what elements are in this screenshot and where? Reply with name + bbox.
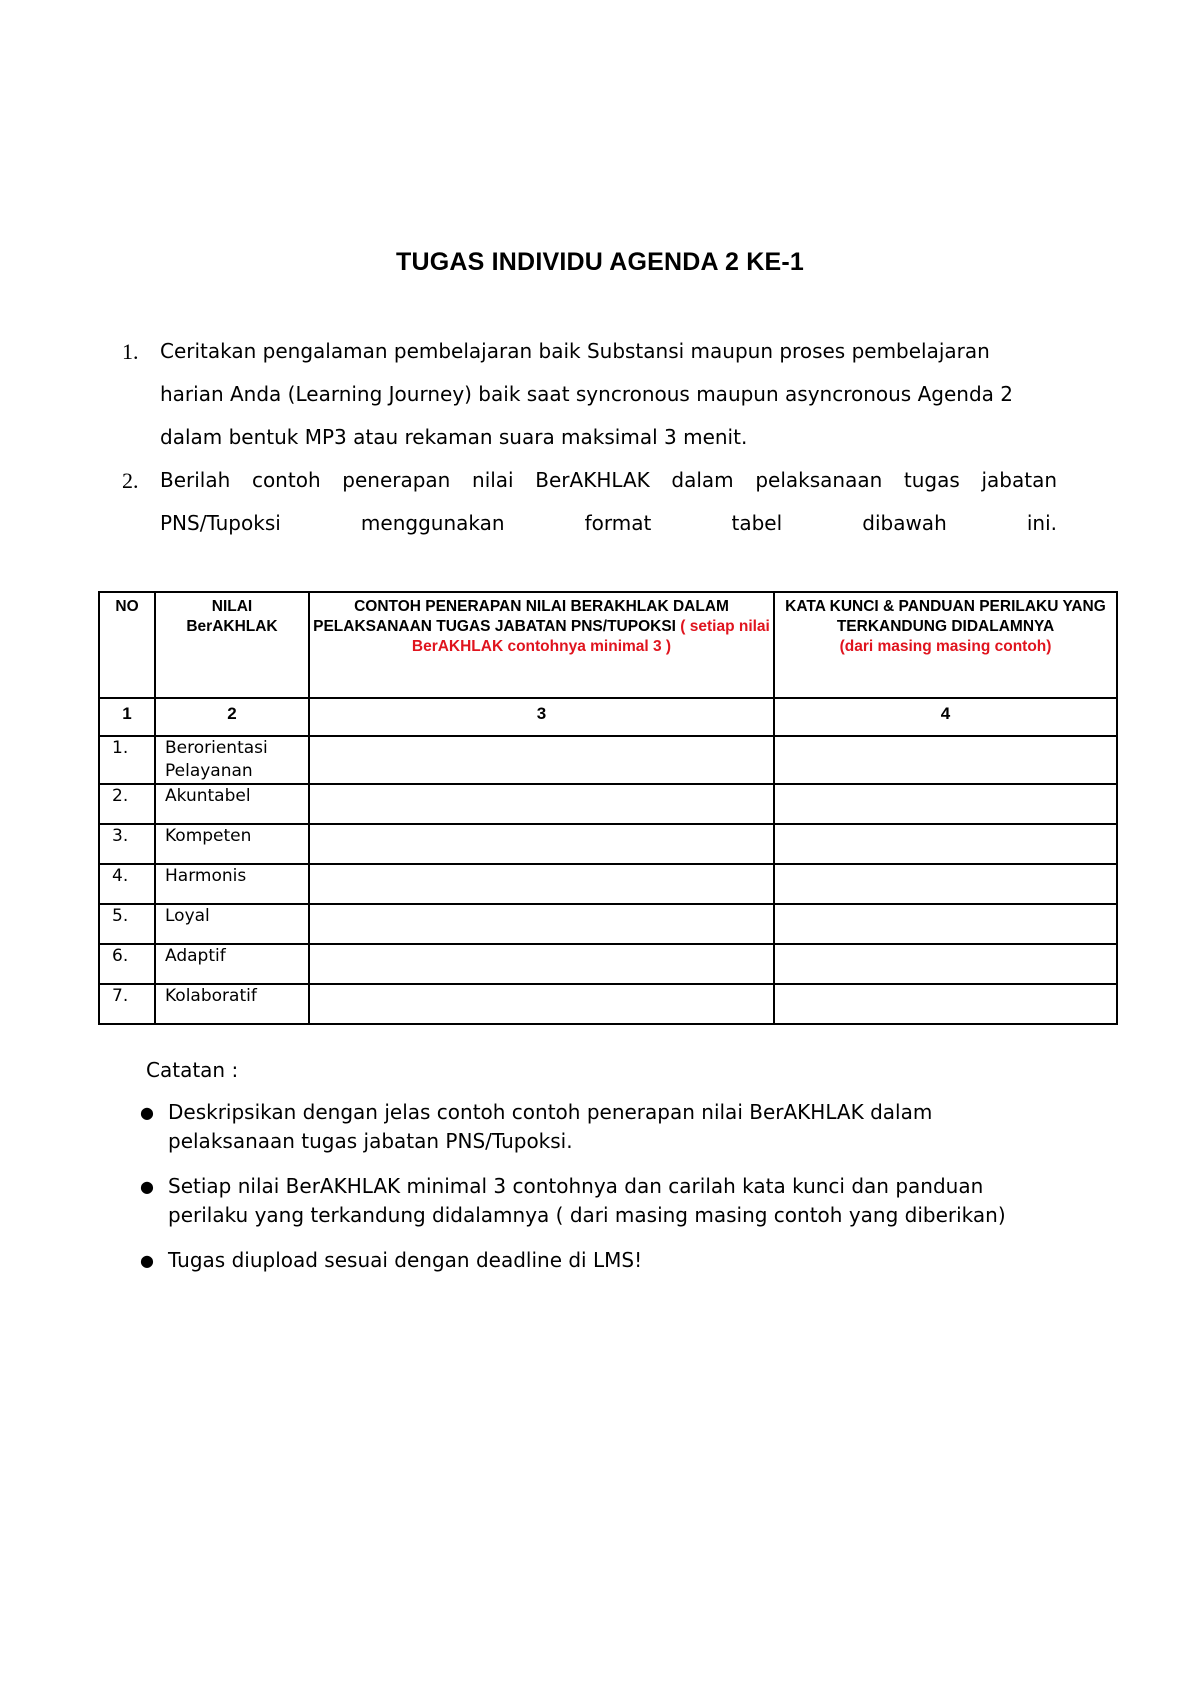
bullet-icon: ●	[140, 1103, 154, 1122]
row-contoh-cell	[309, 944, 774, 984]
header-no: NO	[99, 592, 155, 698]
header-nilai-line1: NILAI	[211, 598, 253, 615]
table-row	[99, 984, 1117, 1024]
row-kata-kunci-cell	[774, 736, 1117, 784]
row-contoh-cell	[309, 984, 774, 1024]
question-text: Berilah contoh penerapan nilai BerAKHLAK dalam pelaksanaan tugas jabatan PNS/Tupoksi menggunakan format tabel dibawah ini.	[160, 468, 1057, 535]
index-cell: 2	[155, 698, 309, 736]
row-number: 5.	[99, 904, 155, 944]
header-nilai	[155, 592, 309, 698]
row-nilai: Akuntabel	[155, 784, 309, 824]
row-kata-kunci-cell	[774, 864, 1117, 904]
question-2	[122, 459, 1057, 545]
header-kata-kunci-note: (dari masing masing contoh)	[839, 638, 1052, 655]
row-number: 3.	[99, 824, 155, 864]
header-contoh-note: ( setiap nilai BerAKHLAK contohnya minimal 3 )	[411, 618, 770, 655]
row-number: 4.	[99, 864, 155, 904]
index-cell: 1	[99, 698, 155, 736]
berakhlak-table	[98, 591, 1118, 1025]
row-nilai: Berorientasi Pelayanan	[155, 736, 309, 784]
index-cell: 4	[774, 698, 1117, 736]
row-nilai: Kolaboratif	[155, 984, 309, 1024]
row-kata-kunci-cell	[774, 904, 1117, 944]
row-number: 7.	[99, 984, 155, 1024]
row-contoh-cell	[309, 864, 774, 904]
header-kata-kunci	[774, 592, 1117, 698]
row-number: 6.	[99, 944, 155, 984]
row-nilai: Adaptif	[155, 944, 309, 984]
row-nilai: Kompeten	[155, 824, 309, 864]
row-kata-kunci-cell	[774, 784, 1117, 824]
notes-list	[140, 1098, 1060, 1291]
question-1	[122, 330, 1057, 459]
note-text: Tugas diupload sesuai dengan deadline di LMS!	[168, 1248, 643, 1272]
row-nilai: Harmonis	[155, 864, 309, 904]
list-item	[140, 1172, 1060, 1230]
row-kata-kunci-cell	[774, 984, 1117, 1024]
row-contoh-cell	[309, 904, 774, 944]
question-number: 1.	[122, 339, 139, 364]
table-row	[99, 824, 1117, 864]
bullet-icon: ●	[140, 1177, 154, 1196]
bullet-icon: ●	[140, 1251, 154, 1270]
list-item	[140, 1098, 1060, 1156]
index-cell: 3	[309, 698, 774, 736]
table-row	[99, 904, 1117, 944]
row-kata-kunci-cell	[774, 944, 1117, 984]
row-contoh-cell	[309, 736, 774, 784]
question-text: Ceritakan pengalaman pembelajaran baik Substansi maupun proses pembelajaran harian Anda (Learning Journey) baik saat syncronous maupun asyncronous Agenda 2 dalam bentuk MP3 atau rekaman suara maksimal 3 menit.	[160, 339, 1013, 449]
table-index-row	[99, 698, 1117, 736]
question-number: 2.	[122, 468, 139, 493]
notes-title: Catatan :	[146, 1058, 239, 1082]
list-item	[140, 1246, 1060, 1275]
table-row	[99, 944, 1117, 984]
page-title: TUGAS INDIVIDU AGENDA 2 KE-1	[396, 248, 804, 276]
row-nilai: Loyal	[155, 904, 309, 944]
note-text: Deskripsikan dengan jelas contoh contoh penerapan nilai BerAKHLAK dalam pelaksanaan tugas jabatan PNS/Tupoksi.	[168, 1100, 933, 1153]
header-contoh-text: CONTOH PENERAPAN NILAI BERAKHLAK DALAM PELAKSANAAN TUGAS JABATAN PNS/TUPOKSI	[313, 598, 729, 635]
row-contoh-cell	[309, 824, 774, 864]
header-contoh	[309, 592, 774, 698]
note-text: Setiap nilai BerAKHLAK minimal 3 contohnya dan carilah kata kunci dan panduan perilaku yang terkandung didalamnya ( dari masing masing contoh yang diberikan)	[168, 1174, 1006, 1227]
table-header-row	[99, 592, 1117, 698]
row-number: 2.	[99, 784, 155, 824]
row-contoh-cell	[309, 784, 774, 824]
table-row	[99, 864, 1117, 904]
header-kata-kunci-text: KATA KUNCI & PANDUAN PERILAKU YANG TERKANDUNG DIDALAMNYA	[785, 598, 1106, 635]
table-row	[99, 784, 1117, 824]
header-nilai-line2: BerAKHLAK	[186, 618, 278, 635]
row-kata-kunci-cell	[774, 824, 1117, 864]
row-number: 1.	[99, 736, 155, 784]
table-row	[99, 736, 1117, 784]
